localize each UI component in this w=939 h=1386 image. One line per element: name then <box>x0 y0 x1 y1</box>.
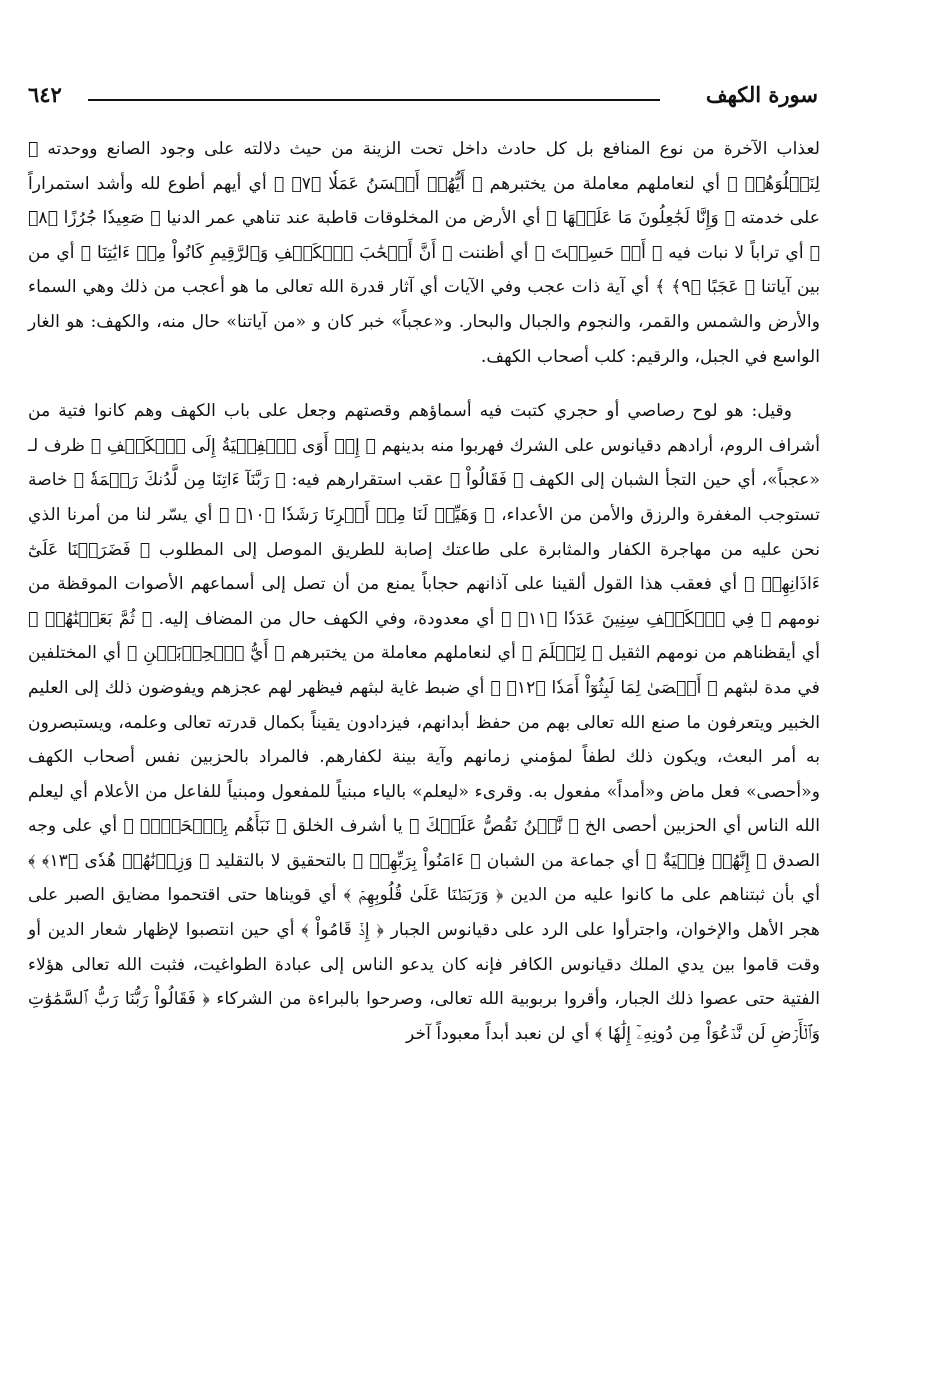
paragraph <box>28 394 820 1051</box>
paragraph-text: لعذاب الآخرة من نوع المنافع بل كل حادث داخل تحت الزينة من حيث دلالته على وجود الصانع ووحدته ﴿ لِنَبۡلُوَهُمۡ ﴾ أي لنعاملهم معاملة من يختبرهم ﴿ أَيُّهُمۡ أَحۡسَنُ عَمَلٗا ﴿٧﴾ ﴾ أي أيهم أطوع لله وأشد استمراراً على خدمته ﴿ وَإِنَّا لَجَٰعِلُونَ مَا عَلَيۡهَا ﴾ أي الأرض من المخلوقات قاطبة عند تناهي عمر الدنيا ﴿ صَعِيدٗا جُرُزًا ﴿٨﴾ ﴾ أي تراباً لا نبات فيه ﴿ أَمۡ حَسِبۡتَ ﴾ أي أظننت ﴿ أَنَّ أَصۡحَٰبَ ٱلۡكَهۡفِ وَٱلرَّقِيمِ كَانُواْ مِنۡ ءَايَٰتِنَا ﴾ أي من بين آياتنا ﴿ عَجَبًا ﴿٩﴾ ﴾ أي آية ذات عجب وفي الآيات أي آثار قدرة الله تعالى ما هو أعجب من ذلك وهي السماء والأرض والشمس والقمر، والنجوم والجبال والبحار. و«عجباً» خبر كان و «من آياتنا» حال منه، والكهف: هو الغار الواسع في الجبل، والرقيم: كلب أصحاب الكهف. <box>28 139 820 367</box>
header-rule <box>88 99 660 101</box>
commentary-body <box>28 132 820 1051</box>
paragraph <box>28 132 820 374</box>
surah-title: سورة الكهف <box>705 82 818 107</box>
page-number: ٦٤٢ <box>28 82 62 107</box>
paragraph-text: وقيل: هو لوح رصاصي أو حجري كتبت فيه أسماؤهم وقصتهم وجعل على باب الكهف وهم كانوا فتية من أشراف الروم، أرادهم دقيانوس على الشرك فهربوا منه بدينهم ﴿ إِذۡ أَوَى ٱلۡفِتۡيَةُ إِلَى ٱلۡكَهۡفِ ﴾ ظرف لـ «عجباً»، أي حين التجأ الشبان إلى الكهف ﴿ فَقَالُواْ ﴾ عقب استقرارهم فيه: ﴿ رَبَّنَآ ءَاتِنَا مِن لَّدُنكَ رَحۡمَةٗ ﴾ خاصة تستوجب المغفرة والرزق والأمن من الأعداء، ﴿ وَهَيِّئۡ لَنَا مِنۡ أَمۡرِنَا رَشَدٗا ﴿١٠﴾ ﴾ أي يسّر لنا من أمرنا الذي نحن عليه من مهاجرة الكفار والمثابرة على طاعتك إصابة للطريق الموصل إلى المطلوب ﴿ فَضَرَبۡنَا عَلَىٰٓ ءَاذَانِهِمۡ ﴾ أي فعقب هذا القول ألقينا على آذانهم حجاباً يمنع من أن تصل إلى أسماعهم الأصوات الموقظة من نومهم ﴿ فِي ٱلۡكَهۡفِ سِنِينَ عَدَدٗا ﴿١١﴾ ﴾ أي معدودة، وفي الكهف حال من المضاف إليه. ﴿ ثُمَّ بَعَثۡنَٰهُمۡ ﴾ أي أيقظناهم من نومهم الثقيل ﴿ لِنَعۡلَمَ ﴾ أي لنعاملهم معاملة من يختبرهم ﴿ أَيُّ ٱلۡحِزۡبَيۡنِ ﴾ أي المختلفين في مدة لبثهم ﴿ أَحۡصَىٰ لِمَا لَبِثُوٓاْ أَمَدٗا ﴿١٢﴾ ﴾ أي ضبط غاية لبثهم فيظهر لهم عجزهم ويفوضون ذلك إلى العليم الخبير ويتعرفون ما صنع الله تعالى بهم من حفظ أبدانهم، فيزدادون يقيناً بكمال قدرته تعالى وعلمه، ويستبصرون به أمر البعث، ويكون ذلك لطفاً لمؤمني زمانهم وآية بينة لكفارهم. فالمراد بالحزبين نفس أصحاب الكهف و«أحصى» فعل ماض و«أمداً» مفعول به. وقرىء «ليعلم» بالياء مبنياً للمفعول ومبنياً للفاعل من الأعلام أي ليعلم الله الناس أي الحزبين أحصى الخ ﴿ نَّحۡنُ نَقُصُّ عَلَيۡكَ ﴾ يا أشرف الخلق ﴿ نَبَأَهُم بِٱلۡحَقِّۚ ﴾ أي على وجه الصدق ﴿ إِنَّهُمۡ فِتۡيَةٌ ﴾ أي جماعة من الشبان ﴿ ءَامَنُواْ بِرَبِّهِمۡ ﴾ بالتحقيق لا بالتقليد ﴿ وَزِدۡنَٰهُمۡ هُدٗى ﴿١٣﴾ ﴾ أي بأن ثبتناهم على ما كانوا عليه من الدين ﴿ وَرَبَطۡنَا عَلَىٰ قُلُوبِهِمۡ ﴾ أي قويناها حتى اقتحموا مضايق الصبر على هجر الأهل والإخوان، واجترأوا على الرد على دقيانوس الجبار ﴿ إِذۡ قَامُواْ ﴾ أي حين انتصبوا لإظهار شعار الدين أو وقت قاموا بين يدي الملك دقيانوس الكافر فإنه كان يدعو الناس إلى عبادة الطواغيت، فثبت الله تعالى هؤلاء الفتية حتى عصوا ذلك الجبار، وأقروا بربوبية الله تعالى، وصرحوا بالبراءة من الشركاء ﴿ فَقَالُواْ رَبُّنَا رَبُّ ٱلسَّمَٰوَٰتِ وَٱلۡأَرۡضِ لَن نَّدۡعُوَاْ مِن دُونِهِۦٓ إِلَٰهٗا ﴾ أي لن نعبد أبداً معبوداً آخر <box>28 401 821 1044</box>
running-header <box>28 82 818 116</box>
